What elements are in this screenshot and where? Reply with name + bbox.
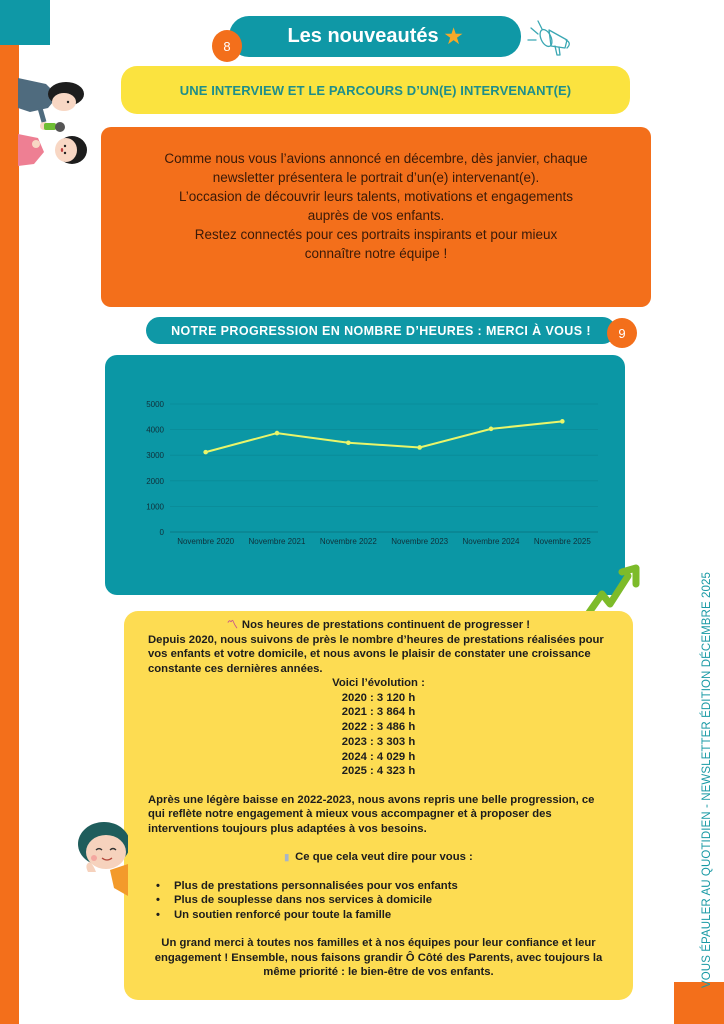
details-paragraph-2: Après une légère baisse en 2022-2023, nous avons repris une belle progression, ce qui reflète notre engagement à mieux vous accompagner et à proposer des interventions toujours plus adaptées à vos besoins. [148, 793, 595, 835]
chart-increasing-icon: 〽 [226, 619, 238, 631]
benefit-item: • Un soutien renforcé pour toute la famille [154, 908, 609, 923]
x-tick-label: Novembre 2023 [391, 537, 449, 546]
evolution-item: 2021 : 3 864 h [341, 706, 416, 719]
intro-text-box [101, 127, 651, 307]
intro-line: connaître notre équipe ! [304, 246, 448, 261]
x-tick-label: Novembre 2024 [462, 537, 520, 546]
evolution-list [148, 676, 609, 779]
interview-banner: UNE INTERVIEW ET LE PARCOURS D’UN(E) INTERVENANT(E) [121, 66, 630, 114]
x-tick-label: Novembre 2025 [533, 537, 591, 546]
teal-corner-decoration [0, 0, 50, 45]
y-tick-label: 1000 [146, 502, 164, 512]
megaphone-icon [525, 18, 575, 60]
details-text-box [124, 611, 633, 1000]
series-line [206, 421, 563, 452]
benefits-list [154, 879, 609, 923]
meaning-title [148, 850, 609, 865]
details-headline [148, 618, 609, 633]
evolution-item: 2024 : 4 029 h [341, 750, 416, 763]
peeking-child-illustration [70, 818, 128, 896]
interview-kids-illustration [18, 78, 90, 170]
evolution-item: 2022 : 3 486 h [341, 721, 416, 734]
section-title: NOTRE PROGRESSION EN NOMBRE D’HEURES : MERCI À VOUS ! [146, 317, 616, 344]
y-tick-label: 3000 [146, 451, 164, 461]
evolution-item: 2020 : 3 120 h [341, 691, 416, 704]
y-tick-label: 5000 [146, 400, 164, 409]
page-number-badge: 8 [212, 30, 242, 62]
hours-line-chart [105, 355, 625, 595]
data-point [203, 450, 208, 455]
details-headline-text: Nos heures de prestations continuent de progresser ! [241, 619, 531, 631]
closing-paragraph: Un grand merci à toutes nos familles et à nos équipes pour leur confiance et leur engagement ! Ensemble, nous faisons grandir Ô Côté des Parents, avec toujours la même priorité : le bien-être de vos enfants. [154, 937, 603, 979]
intro-line: L’occasion de découvrir leurs talents, motivations et engagements [179, 189, 573, 204]
y-tick-label: 4000 [146, 425, 164, 435]
orange-corner-decoration [674, 982, 724, 1024]
data-point [417, 445, 422, 450]
intro-line: Restez connectés pour ces portraits inspirants et pour mieux [194, 227, 558, 242]
data-point [560, 419, 565, 424]
x-tick-label: Novembre 2020 [177, 537, 235, 546]
details-paragraph-1: Depuis 2020, nous suivons de près le nombre d’heures de prestations réalisées pour vos enfants et votre domicile, et nous avons le plaisir de constater une croissance constante ces dernières années. [148, 633, 604, 675]
evolution-item: 2023 : 3 303 h [341, 735, 416, 748]
benefit-item: • Plus de souplesse dans nos services à domicile [154, 893, 609, 908]
hours-chart-card [105, 355, 625, 595]
data-point [489, 427, 494, 432]
y-tick-label: 0 [159, 528, 164, 537]
meaning-title-text: Ce que cela veut dire pour vous : [295, 851, 473, 864]
benefit-item: • Plus de prestations personnalisées pour vos enfants [154, 879, 609, 894]
y-tick-label: 2000 [146, 476, 164, 486]
intro-line: newsletter présentera le portrait d’un(e) intervenant(e). [212, 170, 540, 185]
star-icon: ★ [444, 26, 463, 48]
data-point [275, 431, 280, 436]
intro-line: auprès de vos enfants. [307, 208, 445, 223]
side-footer-text: VOUS ÉPAULER AU QUOTIDIEN - NEWSLETTER ÉDITION DÉCEMBRE 2025 [701, 571, 713, 989]
intro-line: Comme nous vous l’avions annoncé en décembre, dès janvier, chaque [164, 151, 588, 166]
page-number-badge: 9 [607, 318, 637, 348]
data-point [346, 440, 351, 445]
pin-icon: ▮ [284, 852, 290, 863]
orange-side-strip [0, 45, 19, 1024]
evolution-title: Voici l’évolution : [332, 677, 425, 689]
evolution-item: 2025 : 4 323 h [341, 765, 416, 778]
page-title-text: Les nouveautés [287, 25, 439, 47]
x-tick-label: Novembre 2022 [319, 537, 377, 546]
x-tick-label: Novembre 2021 [248, 537, 306, 546]
page-title [229, 16, 521, 57]
